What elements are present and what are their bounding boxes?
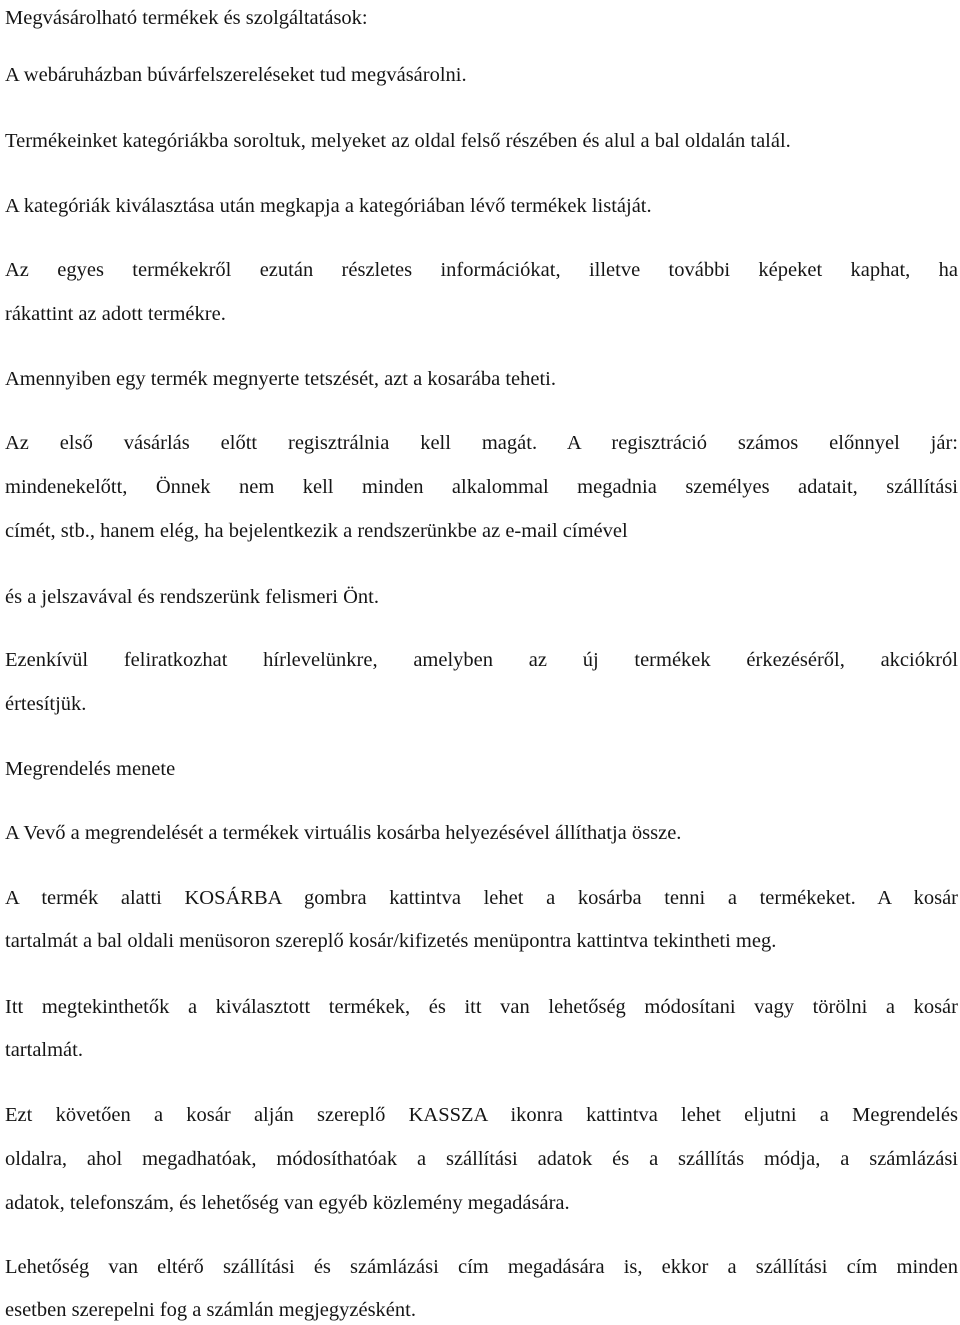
text-line: rákattint az adott termékre. bbox=[5, 303, 226, 325]
text-line: címét, stb., hanem elég, ha bejelentkezik a rendszerünkbe az e-mail címével bbox=[5, 520, 628, 542]
text-line: és a jelszavával és rendszerünk felismeri Önt. bbox=[5, 586, 379, 608]
text-line: tartalmát. bbox=[5, 1039, 83, 1061]
text-line: esetben szerepelni fog a számlán megjegyzésként. bbox=[5, 1299, 416, 1321]
text-line: Az első vásárlás előtt regisztrálnia kell magát. A regisztráció számos előnnyel jár: bbox=[5, 432, 958, 454]
text-line: Itt megtekinthetők a kiválasztott termékek, és itt van lehetőség módosítani vagy törölni a kosár bbox=[5, 996, 958, 1018]
text-line: Termékeinket kategóriákba soroltuk, melyeket az oldal felső részében és alul a bal oldalán talál. bbox=[5, 130, 791, 152]
section-heading-order-process: Megrendelés menete bbox=[5, 758, 176, 780]
text-line: tartalmát a bal oldali menüsoron szereplő kosár/kifizetés menüpontra kattintva tekintheti meg. bbox=[5, 930, 777, 952]
section-heading-products: Megvásárolható termékek és szolgáltatások: bbox=[5, 7, 368, 29]
text-line: Lehetőség van eltérő szállítási és számlázási cím megadására is, ekkor a szállítási cím minden bbox=[5, 1256, 958, 1278]
text-line: Az egyes termékekről ezután részletes információkat, illetve további képeket kaphat, ha bbox=[5, 259, 958, 281]
text-line: Amennyiben egy termék megnyerte tetszését, azt a kosarába teheti. bbox=[5, 368, 556, 390]
text-line: oldalra, ahol megadhatóak, módosíthatóak a szállítási adatok és a szállítás módja, a számlázási bbox=[5, 1148, 958, 1170]
text-line: A webáruházban búvárfelszereléseket tud megvásárolni. bbox=[5, 64, 467, 86]
text-line: adatok, telefonszám, és lehetőség van egyéb közlemény megadására. bbox=[5, 1192, 570, 1214]
text-line: Ezenkívül feliratkozhat hírlevelünkre, amelyben az új termékek érkezéséről, akciókról bbox=[5, 649, 958, 671]
text-line: A Vevő a megrendelését a termékek virtuális kosárba helyezésével állíthatja össze. bbox=[5, 822, 682, 844]
text-line: értesítjük. bbox=[5, 693, 87, 715]
text-line: Ezt követően a kosár alján szereplő KASSZA ikonra kattintva lehet eljutni a Megrendelés bbox=[5, 1104, 958, 1126]
text-line: A termék alatti KOSÁRBA gombra kattintva lehet a kosárba tenni a termékeket. A kosár bbox=[5, 887, 958, 909]
text-line: A kategóriák kiválasztása után megkapja a kategóriában lévő termékek listáját. bbox=[5, 195, 652, 217]
text-line: mindenekelőtt, Önnek nem kell minden alkalommal megadnia személyes adatait, szállítási bbox=[5, 476, 958, 498]
